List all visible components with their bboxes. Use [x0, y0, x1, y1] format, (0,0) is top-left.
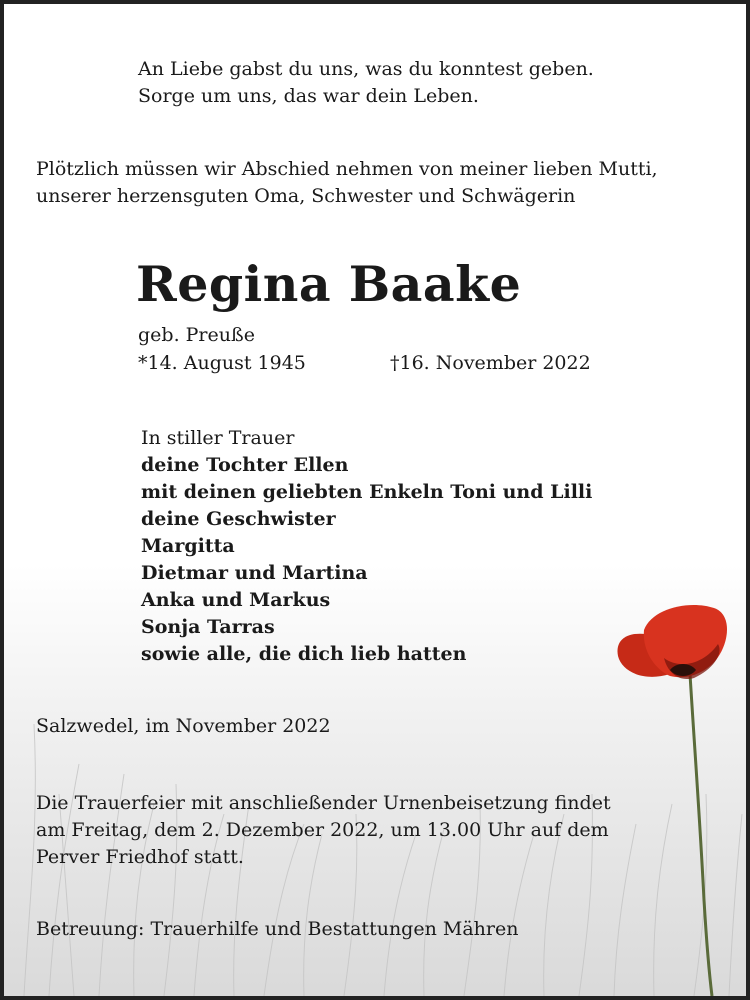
place-and-date: Salzwedel, im November 2022: [36, 715, 331, 737]
birth-name: geb. Preuße: [138, 324, 255, 346]
poppy-flower-image: [604, 600, 734, 996]
ceremony-line-2: am Freitag, dem 2. Dezember 2022, um 13.00 Uhr auf dem: [36, 819, 609, 841]
intro-text: [36, 156, 658, 210]
deceased-name: Regina Baake: [136, 255, 522, 313]
mourner-item: Sonja Tarras: [141, 616, 275, 638]
mourner-item: mit deinen geliebten Enkeln Toni und Lilli: [141, 481, 593, 503]
birth-date: *14. August 1945: [138, 352, 306, 374]
mourner-item: deine Tochter Ellen: [141, 454, 349, 476]
mourner-item: Dietmar und Martina: [141, 562, 368, 584]
mourners-list: [141, 452, 592, 668]
mourning-heading: In stiller Trauer: [141, 427, 295, 449]
motto-line-2: Sorge um uns, das war dein Leben.: [138, 85, 479, 107]
funeral-care: Betreuung: Trauerhilfe und Bestattungen Mähren: [36, 918, 519, 940]
death-date: †16. November 2022: [390, 352, 591, 374]
mourner-item: sowie alle, die dich lieb hatten: [141, 643, 467, 665]
motto-line-1: An Liebe gabst du uns, was du konntest geben.: [138, 58, 594, 80]
poppy-stem: [690, 674, 712, 996]
ceremony-info: [36, 790, 611, 871]
ceremony-line-1: Die Trauerfeier mit anschließender Urnenbeisetzung findet: [36, 792, 611, 814]
mourner-item: deine Geschwister: [141, 508, 336, 530]
ceremony-line-3: Perver Friedhof statt.: [36, 846, 244, 868]
mourner-item: Margitta: [141, 535, 235, 557]
mourner-item: Anka und Markus: [141, 589, 331, 611]
motto: [138, 56, 594, 110]
intro-line-2: unserer herzensguten Oma, Schwester und Schwägerin: [36, 185, 576, 207]
intro-line-1: Plötzlich müssen wir Abschied nehmen von meiner lieben Mutti,: [36, 158, 658, 180]
